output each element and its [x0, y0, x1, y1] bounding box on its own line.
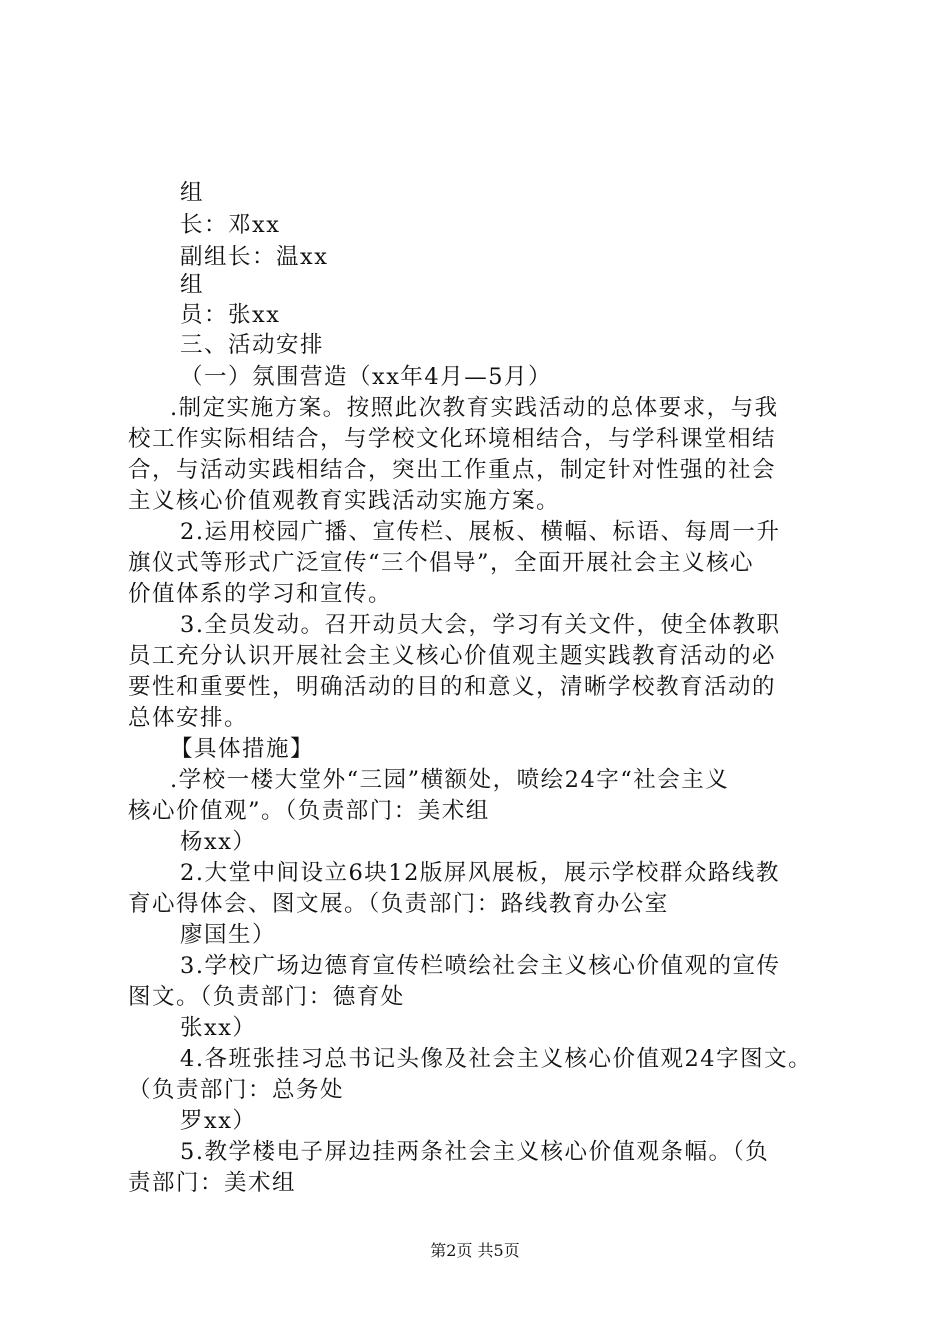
paragraph-line: 2.大堂中间设立6块12版屏风展板，展示学校群众路线教 — [180, 860, 780, 886]
paragraph-line: 价值体系的学习和宣传。 — [128, 581, 393, 607]
text-line: 组 — [180, 272, 205, 298]
paragraph-line: 核心价值观”。（负责部门：美术组 — [128, 798, 490, 824]
paragraph-line: 罗xx） — [180, 1108, 257, 1134]
page-number: 第2页 共5页 — [430, 1241, 520, 1260]
paragraph-line: 员工充分认识开展社会主义核心价值观主题实践教育活动的必 — [128, 643, 777, 669]
subsection-heading: （一）氛围营造（xx年4月—5月） — [180, 364, 553, 390]
paragraph-line: 图文。（负责部门：德育处 — [128, 984, 405, 1010]
paragraph-line: （负责部门：总务处 — [128, 1077, 345, 1103]
paragraph-line: 责部门：美术组 — [128, 1170, 297, 1196]
paragraph-line: 主义核心价值观教育实践活动实施方案。 — [128, 488, 561, 514]
text-line: 组 — [180, 180, 205, 206]
paragraph-line: 总体安排。 — [128, 705, 249, 731]
paragraph-line: 育心得体会、图文展。（负责部门：路线教育办公室 — [128, 891, 669, 917]
paragraph-line: 4.各班张挂习总书记头像及社会主义核心价值观24字图文。 — [180, 1046, 813, 1072]
paragraph-line: 旗仪式等形式广泛宣传“三个倡导”，全面开展社会主义核心 — [128, 550, 755, 576]
paragraph-line: 杨xx） — [180, 829, 257, 855]
paragraph-line: .制定实施方案。按照此次教育实践活动的总体要求，与我 — [170, 395, 779, 421]
paragraph-line: 3.学校广场边德育宣传栏喷绘社会主义核心价值观的宣传 — [180, 953, 781, 979]
paragraph-line: 要性和重要性，明确活动的目的和意义，清晰学校教育活动的 — [128, 674, 777, 700]
paragraph-line: 廖国生） — [180, 922, 277, 948]
text-line: 长：邓xx — [180, 212, 281, 238]
paragraph-line: .学校一楼大堂外“三园”横额处，喷绘24字“社会主义 — [170, 767, 730, 793]
text-line: 副组长：温xx — [180, 244, 329, 270]
section-heading: 三、活动安排 — [180, 332, 325, 358]
paragraph-line: 校工作实际相结合，与学校文化环境相结合，与学科课堂相结 — [128, 426, 777, 452]
paragraph-line: 张xx） — [180, 1015, 257, 1041]
text-line: 员：张xx — [180, 302, 281, 328]
paragraph-line: 5.教学楼电子屏边挂两条社会主义核心价值观条幅。（负 — [180, 1139, 770, 1165]
paragraph-line: 3.全员发动。召开动员大会，学习有关文件，使全体教职 — [180, 612, 781, 638]
paragraph-line: 2.运用校园广播、宣传栏、展板、横幅、标语、每周一升 — [180, 519, 781, 545]
paragraph-line: 合，与活动实践相结合，突出工作重点，制定针对性强的社会 — [128, 457, 777, 483]
measures-heading: 【具体措施】 — [170, 736, 315, 762]
